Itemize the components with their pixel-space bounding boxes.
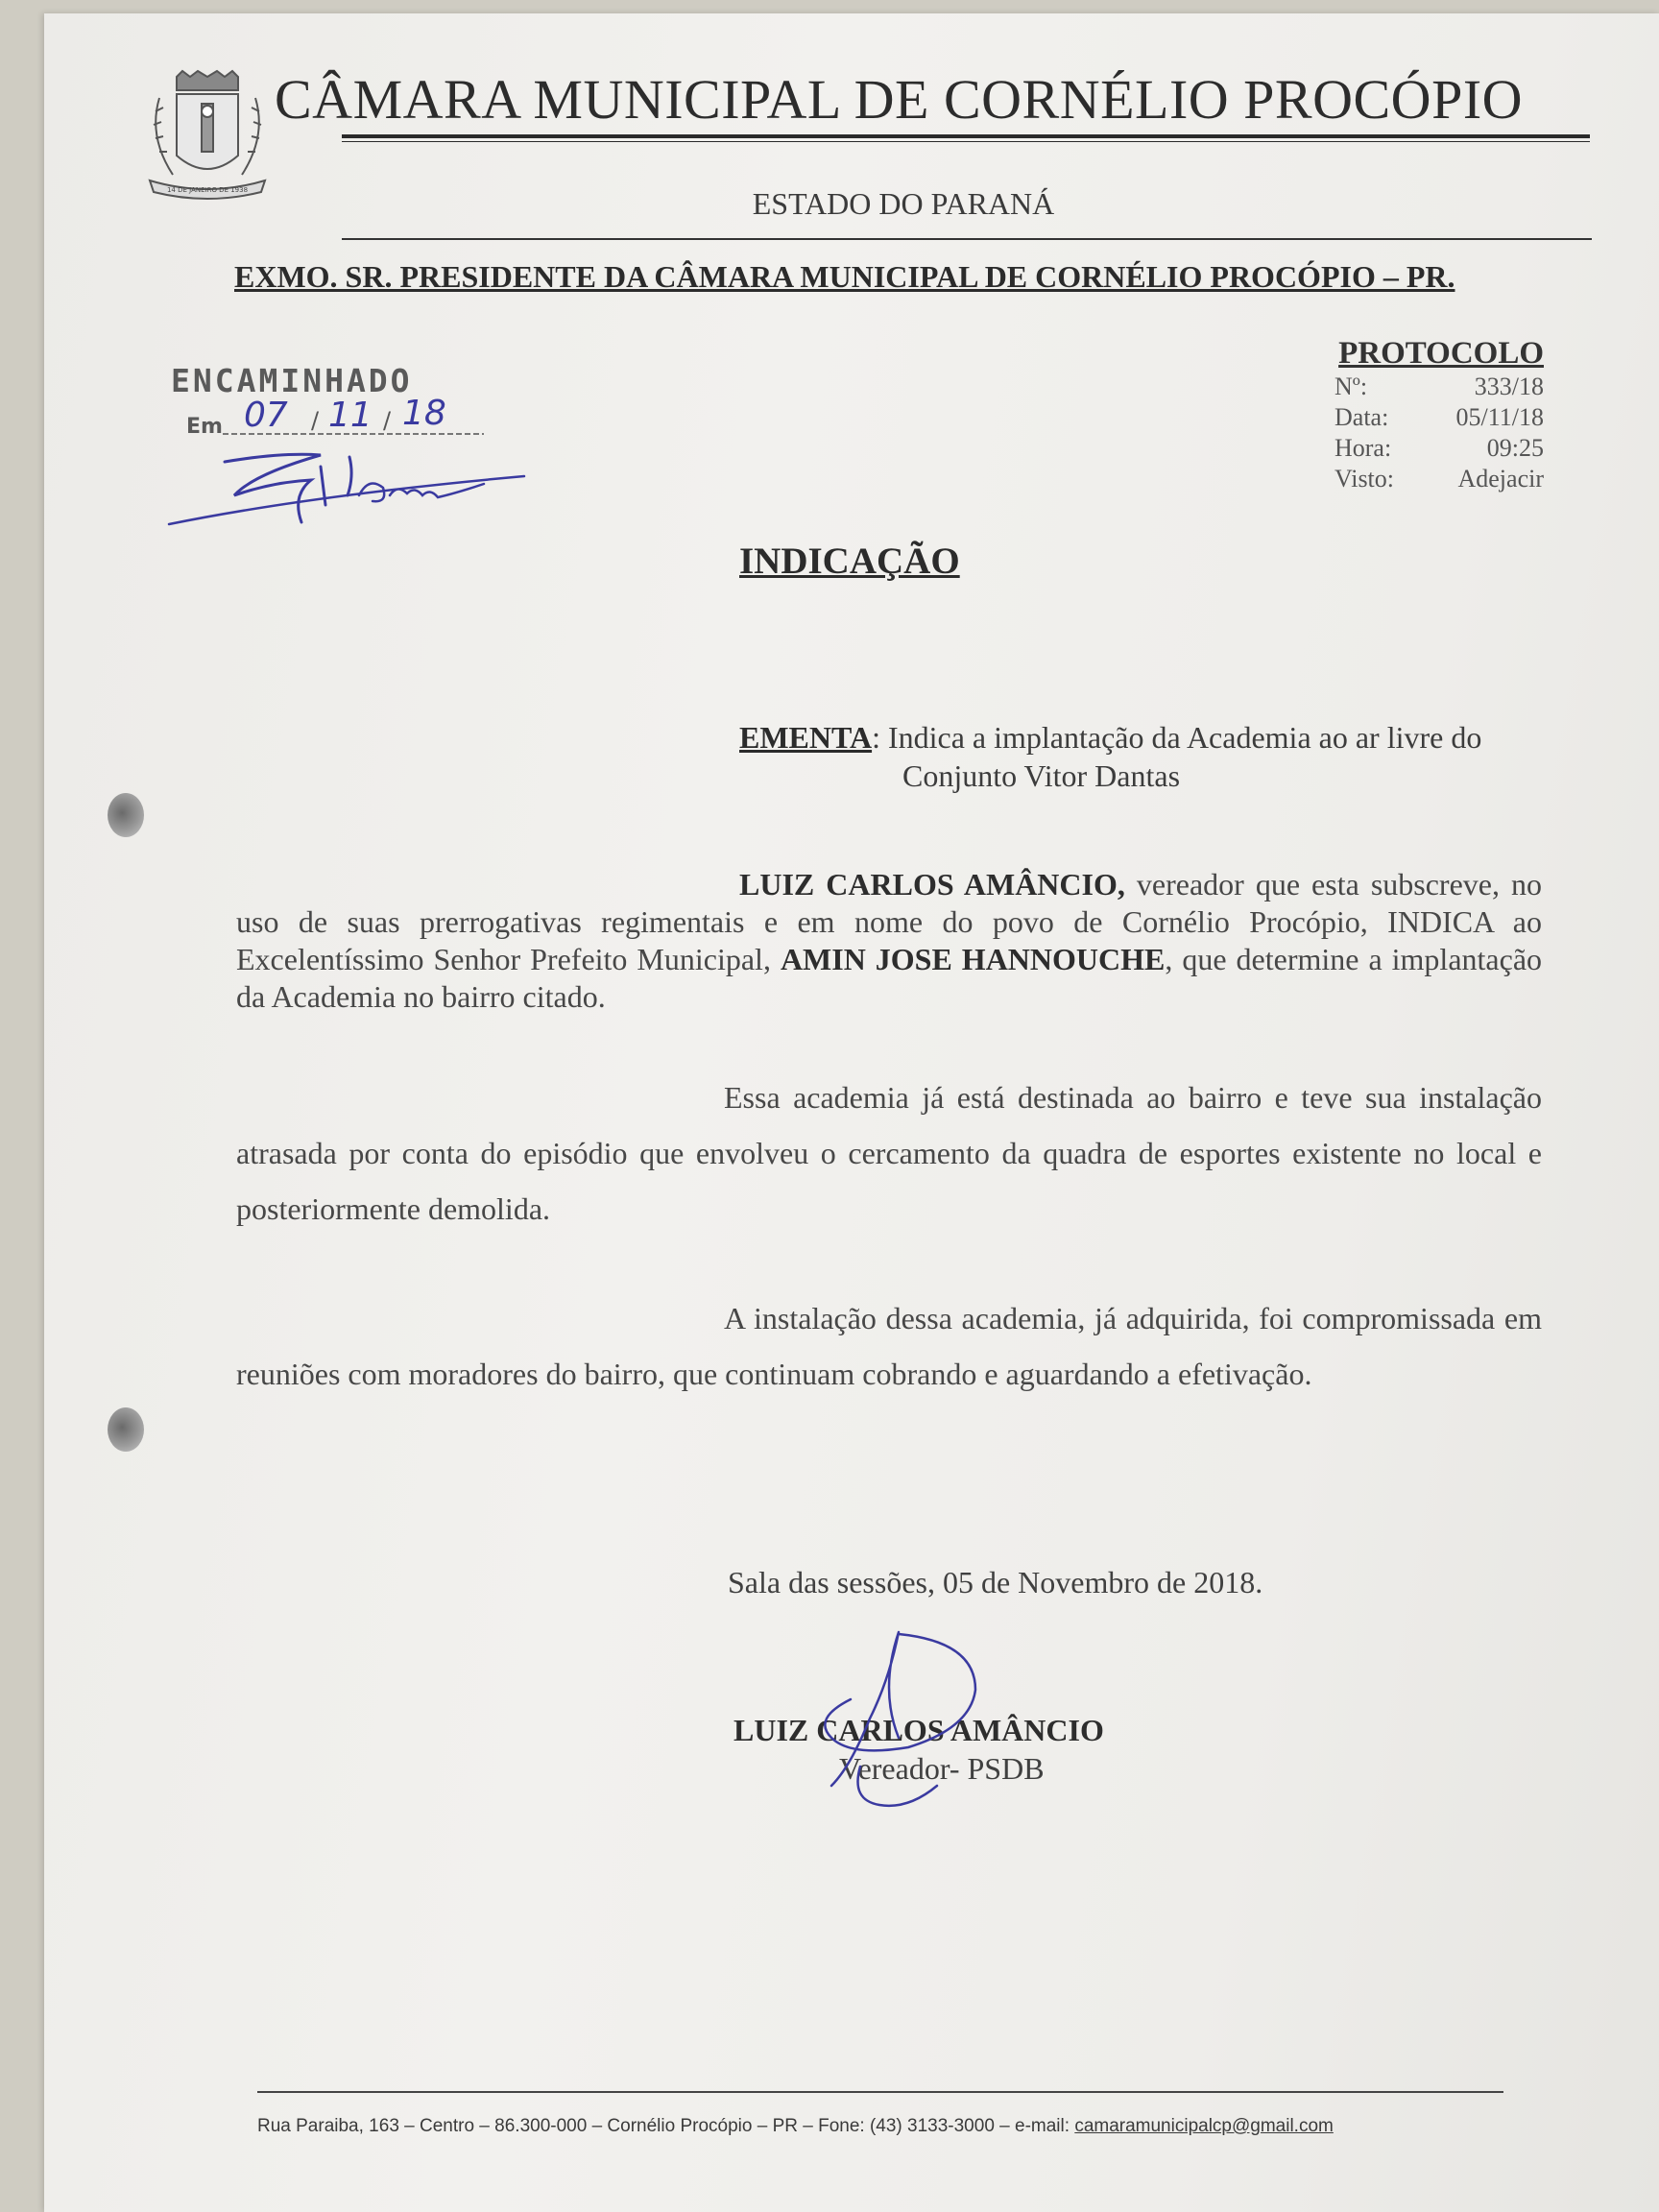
protocol-value: Adejacir [1457,465,1544,493]
footer-text: Rua Paraiba, 163 – Centro – 86.300-000 – Cornélio Procópio – PR – Fone: (43) 3133-3000 – e-mail: [257,2116,1075,2136]
ementa-line-2: Conjunto Vitor Dantas [902,758,1181,793]
svg-text:/: / [311,407,320,434]
protocol-row [1334,402,1544,433]
svg-text:14 DE JANEIRO DE 1938: 14 DE JANEIRO DE 1938 [166,186,249,194]
stamp-label: ENCAMINHADO [171,362,413,399]
protocol-value: 09:25 [1486,434,1544,462]
stamp-initials-signature [225,454,351,522]
punch-hole [108,793,144,837]
footer-email-link[interactable]: camaramunicipalcp@gmail.com [1074,2116,1334,2136]
author-name: LUIZ CARLOS AMÂNCIO, [739,867,1125,902]
protocol-box [1334,336,1544,494]
protocol-value: 333/18 [1474,373,1544,400]
document-page [44,13,1659,2212]
state-subtitle: ESTADO DO PARANÁ [752,186,1055,221]
signer-name: LUIZ CARLOS AMÂNCIO [733,1713,1104,1747]
addressee-line: EXMO. SR. PRESIDENTE DA CÂMARA MUNICIPAL DE CORNÉLIO PROCÓPIO – PR. [234,259,1455,294]
header-rule-bottom [342,238,1592,240]
protocol-label: Visto: [1334,465,1395,493]
stamp-prefix: Em [186,415,223,439]
footer-rule [257,2091,1503,2093]
stamp-day: 07 [244,396,288,435]
paragraph-text: A instalação dessa academia, já adquirida, foi compromissada em reuniões com moradores do bairro, que continuam cobrando e aguardando a efetivação. [236,1301,1542,1391]
header-rule-thin [342,141,1590,142]
handwritten-signature [793,1623,1023,1815]
protocol-title: PROTOCOLO [1338,336,1544,371]
paragraph-text: Essa academia já está destinada ao bairro e teve sua instalação atrasada por conta do episódio que envolveu o cercamento da quadra de esportes existente no local e posteriormente demolida. [236,1080,1542,1226]
stamp-year: 18 [402,394,446,433]
paragraph-text: , que determine a implantação da Academia no bairro citado. [236,942,1543,1014]
svg-text:/: / [383,407,392,434]
ementa-line-1: Indica a implantação da Academia ao ar livre do [887,720,1482,755]
footer-address [257,2116,1334,2137]
signer-role: Vereador- PSDB [839,1751,1045,1786]
protocol-label: Nº: [1334,373,1368,400]
place-date: Sala das sessões, 05 de Novembro de 2018. [728,1565,1263,1599]
punch-hole [108,1407,144,1452]
protocol-row [1334,372,1544,402]
institution-title: CÂMARA MUNICIPAL DE CORNÉLIO PROCÓPIO [275,68,1524,131]
body-paragraph-3 [236,1290,1542,1402]
forwarded-stamp [167,361,551,553]
stamp-month: 11 [328,396,373,435]
body-paragraph-1 [236,866,1542,1016]
header-rule-thick [342,134,1590,138]
mayor-name: AMIN JOSE HANNOUCHE [780,942,1166,976]
protocol-label: Data: [1334,403,1389,431]
ementa-label: EMENTA [739,720,873,755]
ementa-block: EMENTA: Indica a implantação da Academia ao ar livre do Conjunto Vitor Dantas [739,718,1536,795]
protocol-label: Hora: [1334,434,1392,462]
document-type-heading: INDICAÇÃO [739,541,960,582]
protocol-row [1334,433,1544,464]
paragraph-text: vereador que esta subscreve, no uso de suas prerrogativas regimentais e em nome do povo de Cornélio Procópio, INDICA ao Excelentíssimo Senhor Prefeito Municipal, [236,867,1543,976]
protocol-value: 05/11/18 [1455,403,1544,431]
body-paragraph-2 [236,1070,1542,1237]
protocol-row [1334,464,1544,494]
